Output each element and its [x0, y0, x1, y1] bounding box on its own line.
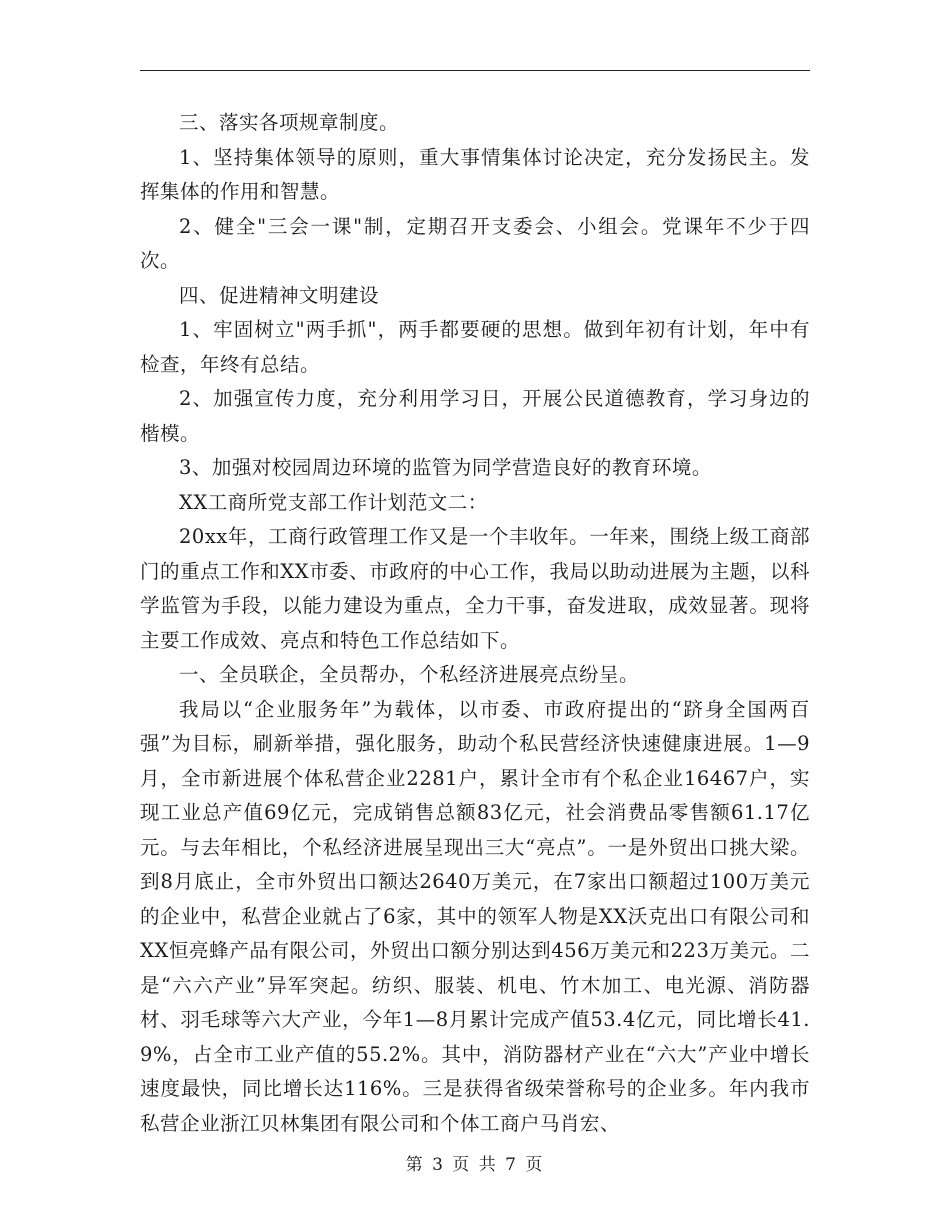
document-body [140, 106, 810, 1141]
header-rule [140, 70, 810, 71]
section-heading-4: 四、促进精神文明建设 [179, 283, 380, 307]
paragraph: 2、健全"三会一课"制，定期召开支委会、小组会。党课年不少于四次。 [140, 214, 810, 272]
paragraph: 20xx年，工商行政管理工作又是一个丰收年。一年来，围绕上级工商部门的重点工作和XX市委、市政府的中心工作，我局以助动进展为主题，以科学监管为手段，以能力建设为重点，全力干事，奋发进取，成效显著。现将主要工作成效、亮点和特色工作总结如下。 [140, 525, 810, 652]
section-heading-1: 一、全员联企，全员帮办，个私经济进展亮点纷呈。 [179, 663, 640, 686]
page-number: 第 3 页 共 7 页 [405, 1155, 545, 1175]
section-heading-3: 三、落实各项规章制度。 [179, 111, 400, 134]
paragraph: 2、加强宣传力度，充分利用学习日，开展公民道德教育，学习身边的楷模。 [140, 387, 810, 445]
paragraph: 我局以“企业服务年”为载体，以市委、市政府提出的“跻身全国两百强”为目标，刷新举措，强化服务，助动个私民营经济快速健康进展。1—9月，全市新进展个体私营企业2281户，累计全市有个私企业16467户，实现工业总产值69亿元，完成销售总额83亿元，社会消费品零售额61.17亿元。与去年相比，个私经济进展呈现出三大“亮点”。一是外贸出口挑大梁。到8月底止，全市外贸出口额达2640万美元，在7家出口额超过100万美元的企业中，私营企业就占了6家，其中的领军人物是XX沃克出口有限公司和XX恒亮蜂产品有限公司，外贸出口额分别达到456万美元和223万美元。二是“六六产业”异军突起。纺织、服装、机电、竹木加工、电光源、消防器材、羽毛球等六大产业，今年1—8月累计完成产值53.4亿元，同比增长41.9%，占全市工业产值的55.2%。其中，消防器材产业在“六大”产业中增长速度最快，同比增长达116%。三是获得省级荣誉称号的企业多。年内我市私营企业浙江贝林集团有限公司和个体工商户马肖宏、 [140, 697, 810, 1135]
paragraph: 3、加强对校园周边环境的监管为同学营造良好的教育环境。 [179, 456, 712, 479]
paragraph: 1、牢固树立"两手抓"，两手都要硬的思想。做到年初有计划，年中有检查，年终有总结。 [140, 318, 810, 376]
paragraph: 1、坚持集体领导的原则，重大事情集体讨论决定，充分发扬民主。发挥集体的作用和智慧。 [140, 145, 810, 203]
document-subtitle: XX工商所党支部工作计划范文二： [179, 490, 488, 514]
